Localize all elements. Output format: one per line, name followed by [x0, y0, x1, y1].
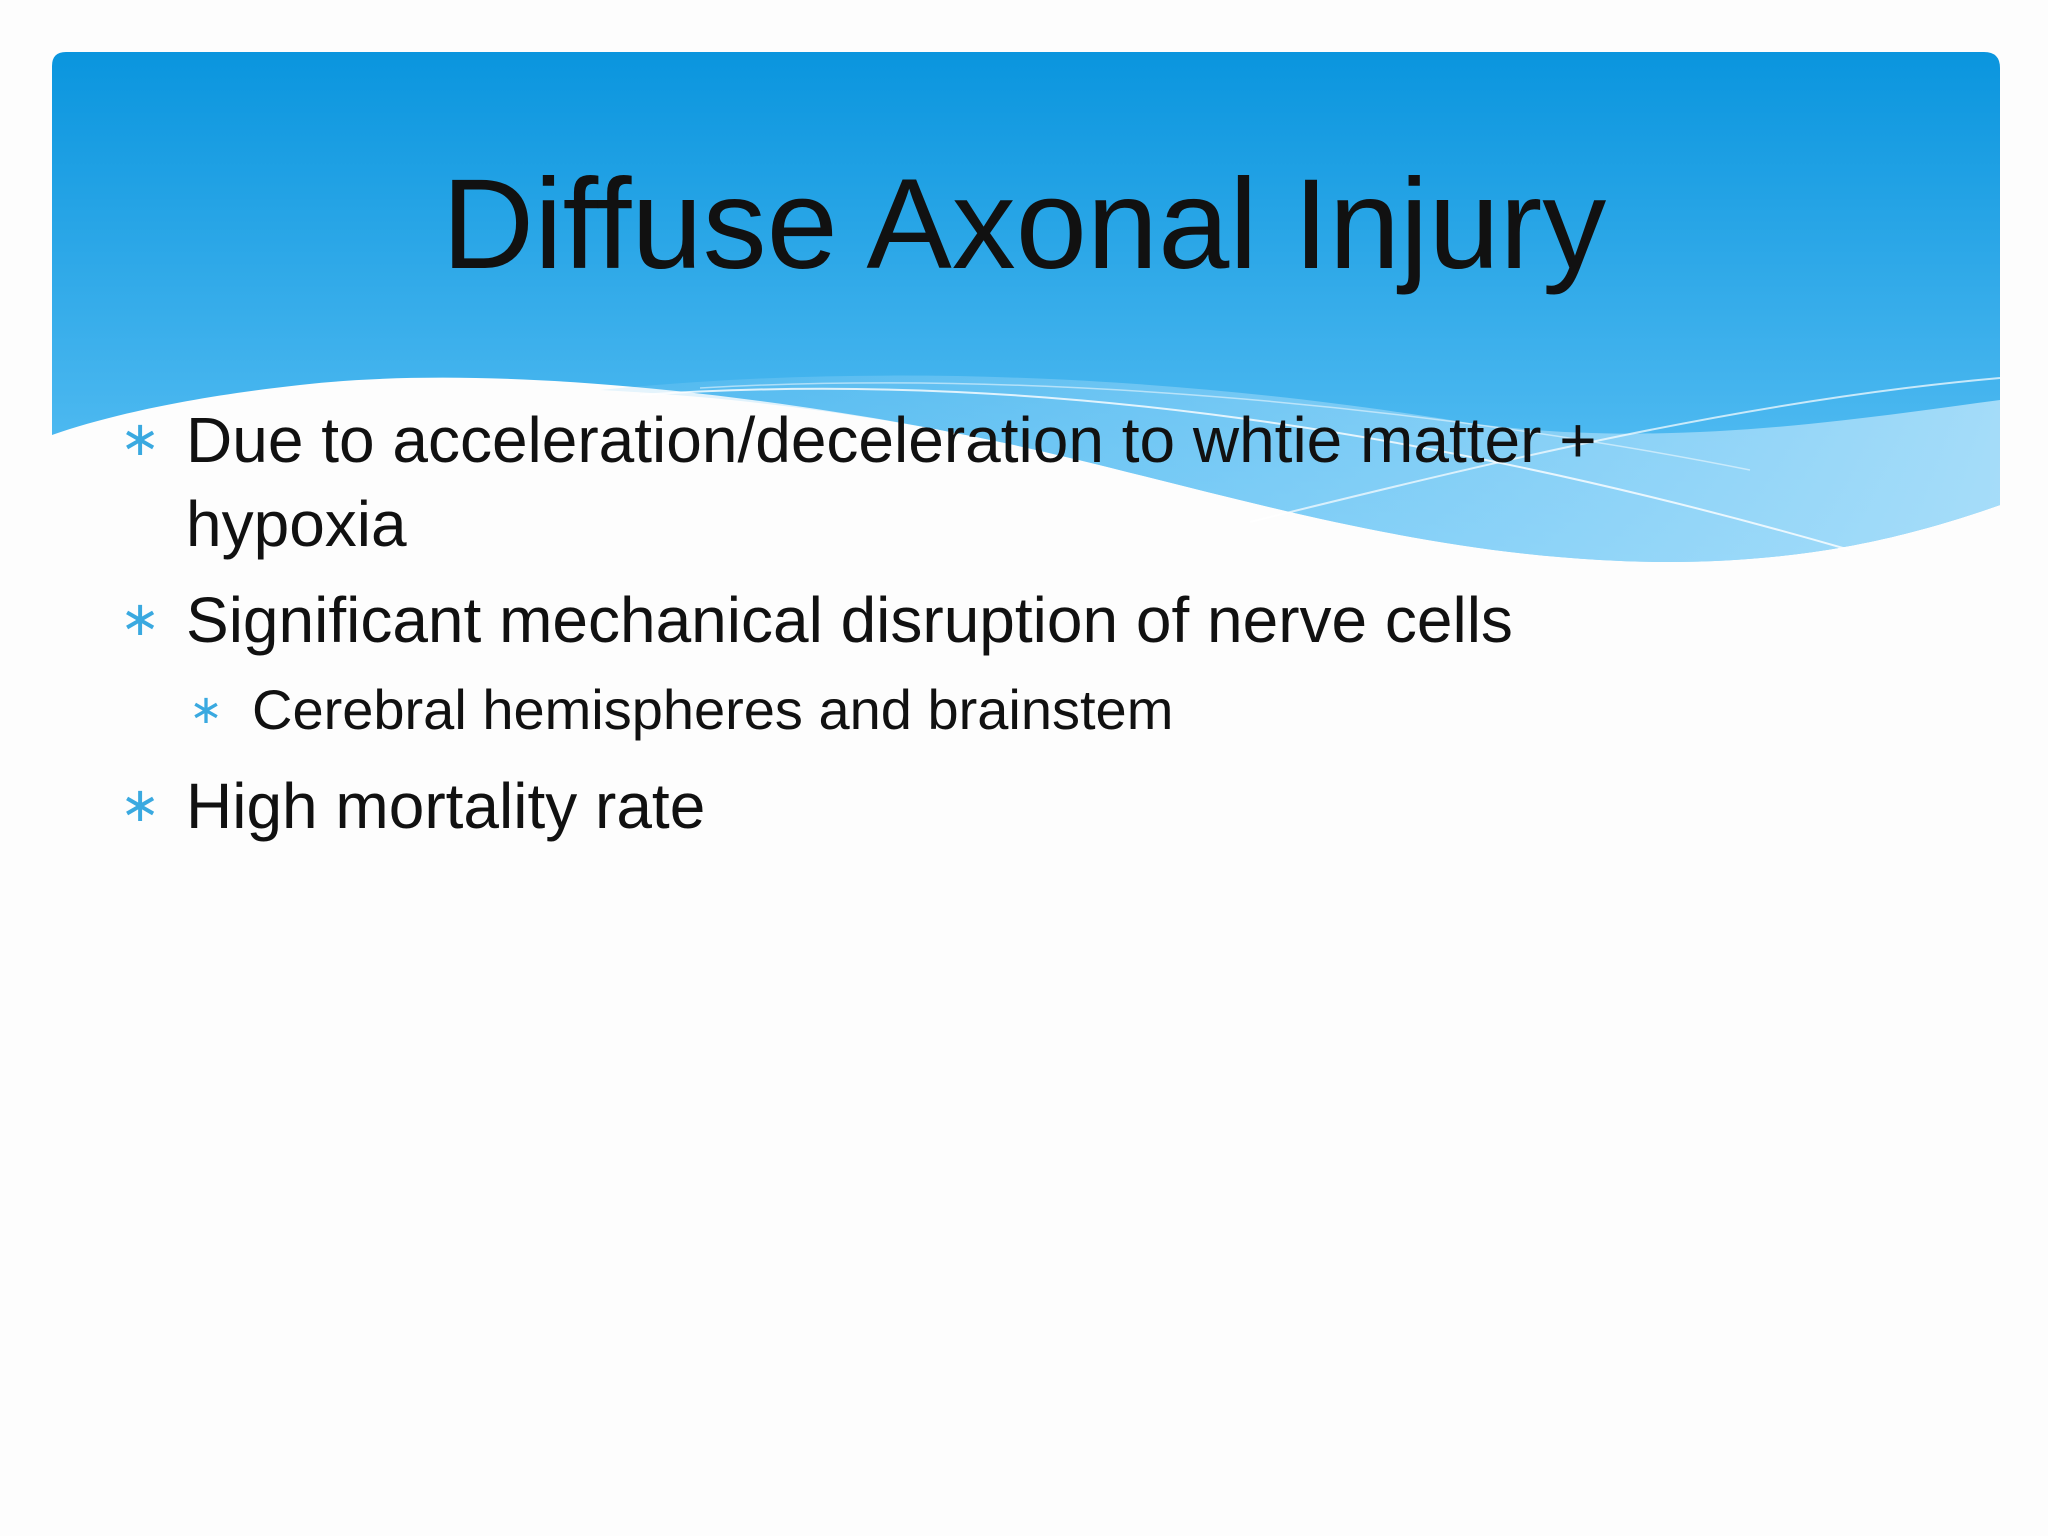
bullet-item: [120, 764, 1740, 848]
bullet-item: [120, 398, 1740, 566]
bullet-item: [120, 578, 1740, 662]
slide-title: Diffuse Axonal Injury: [441, 153, 1607, 296]
bullet-list: [120, 398, 1740, 860]
bullet-text: Significant mechanical disruption of nerve cells: [186, 584, 1513, 656]
sub-bullet-text: Cerebral hemispheres and brainstem: [252, 678, 1174, 741]
bullet-text: High mortality rate: [186, 770, 706, 842]
asterisk-bullet-icon: ∗: [189, 688, 223, 732]
bullet-text: Due to acceleration/deceleration to whtie matter + hypoxia: [186, 404, 1597, 560]
sub-bullet-item: [120, 670, 1740, 750]
asterisk-bullet-icon: ∗: [120, 779, 161, 832]
asterisk-bullet-icon: ∗: [120, 593, 161, 646]
asterisk-bullet-icon: ∗: [120, 413, 161, 466]
